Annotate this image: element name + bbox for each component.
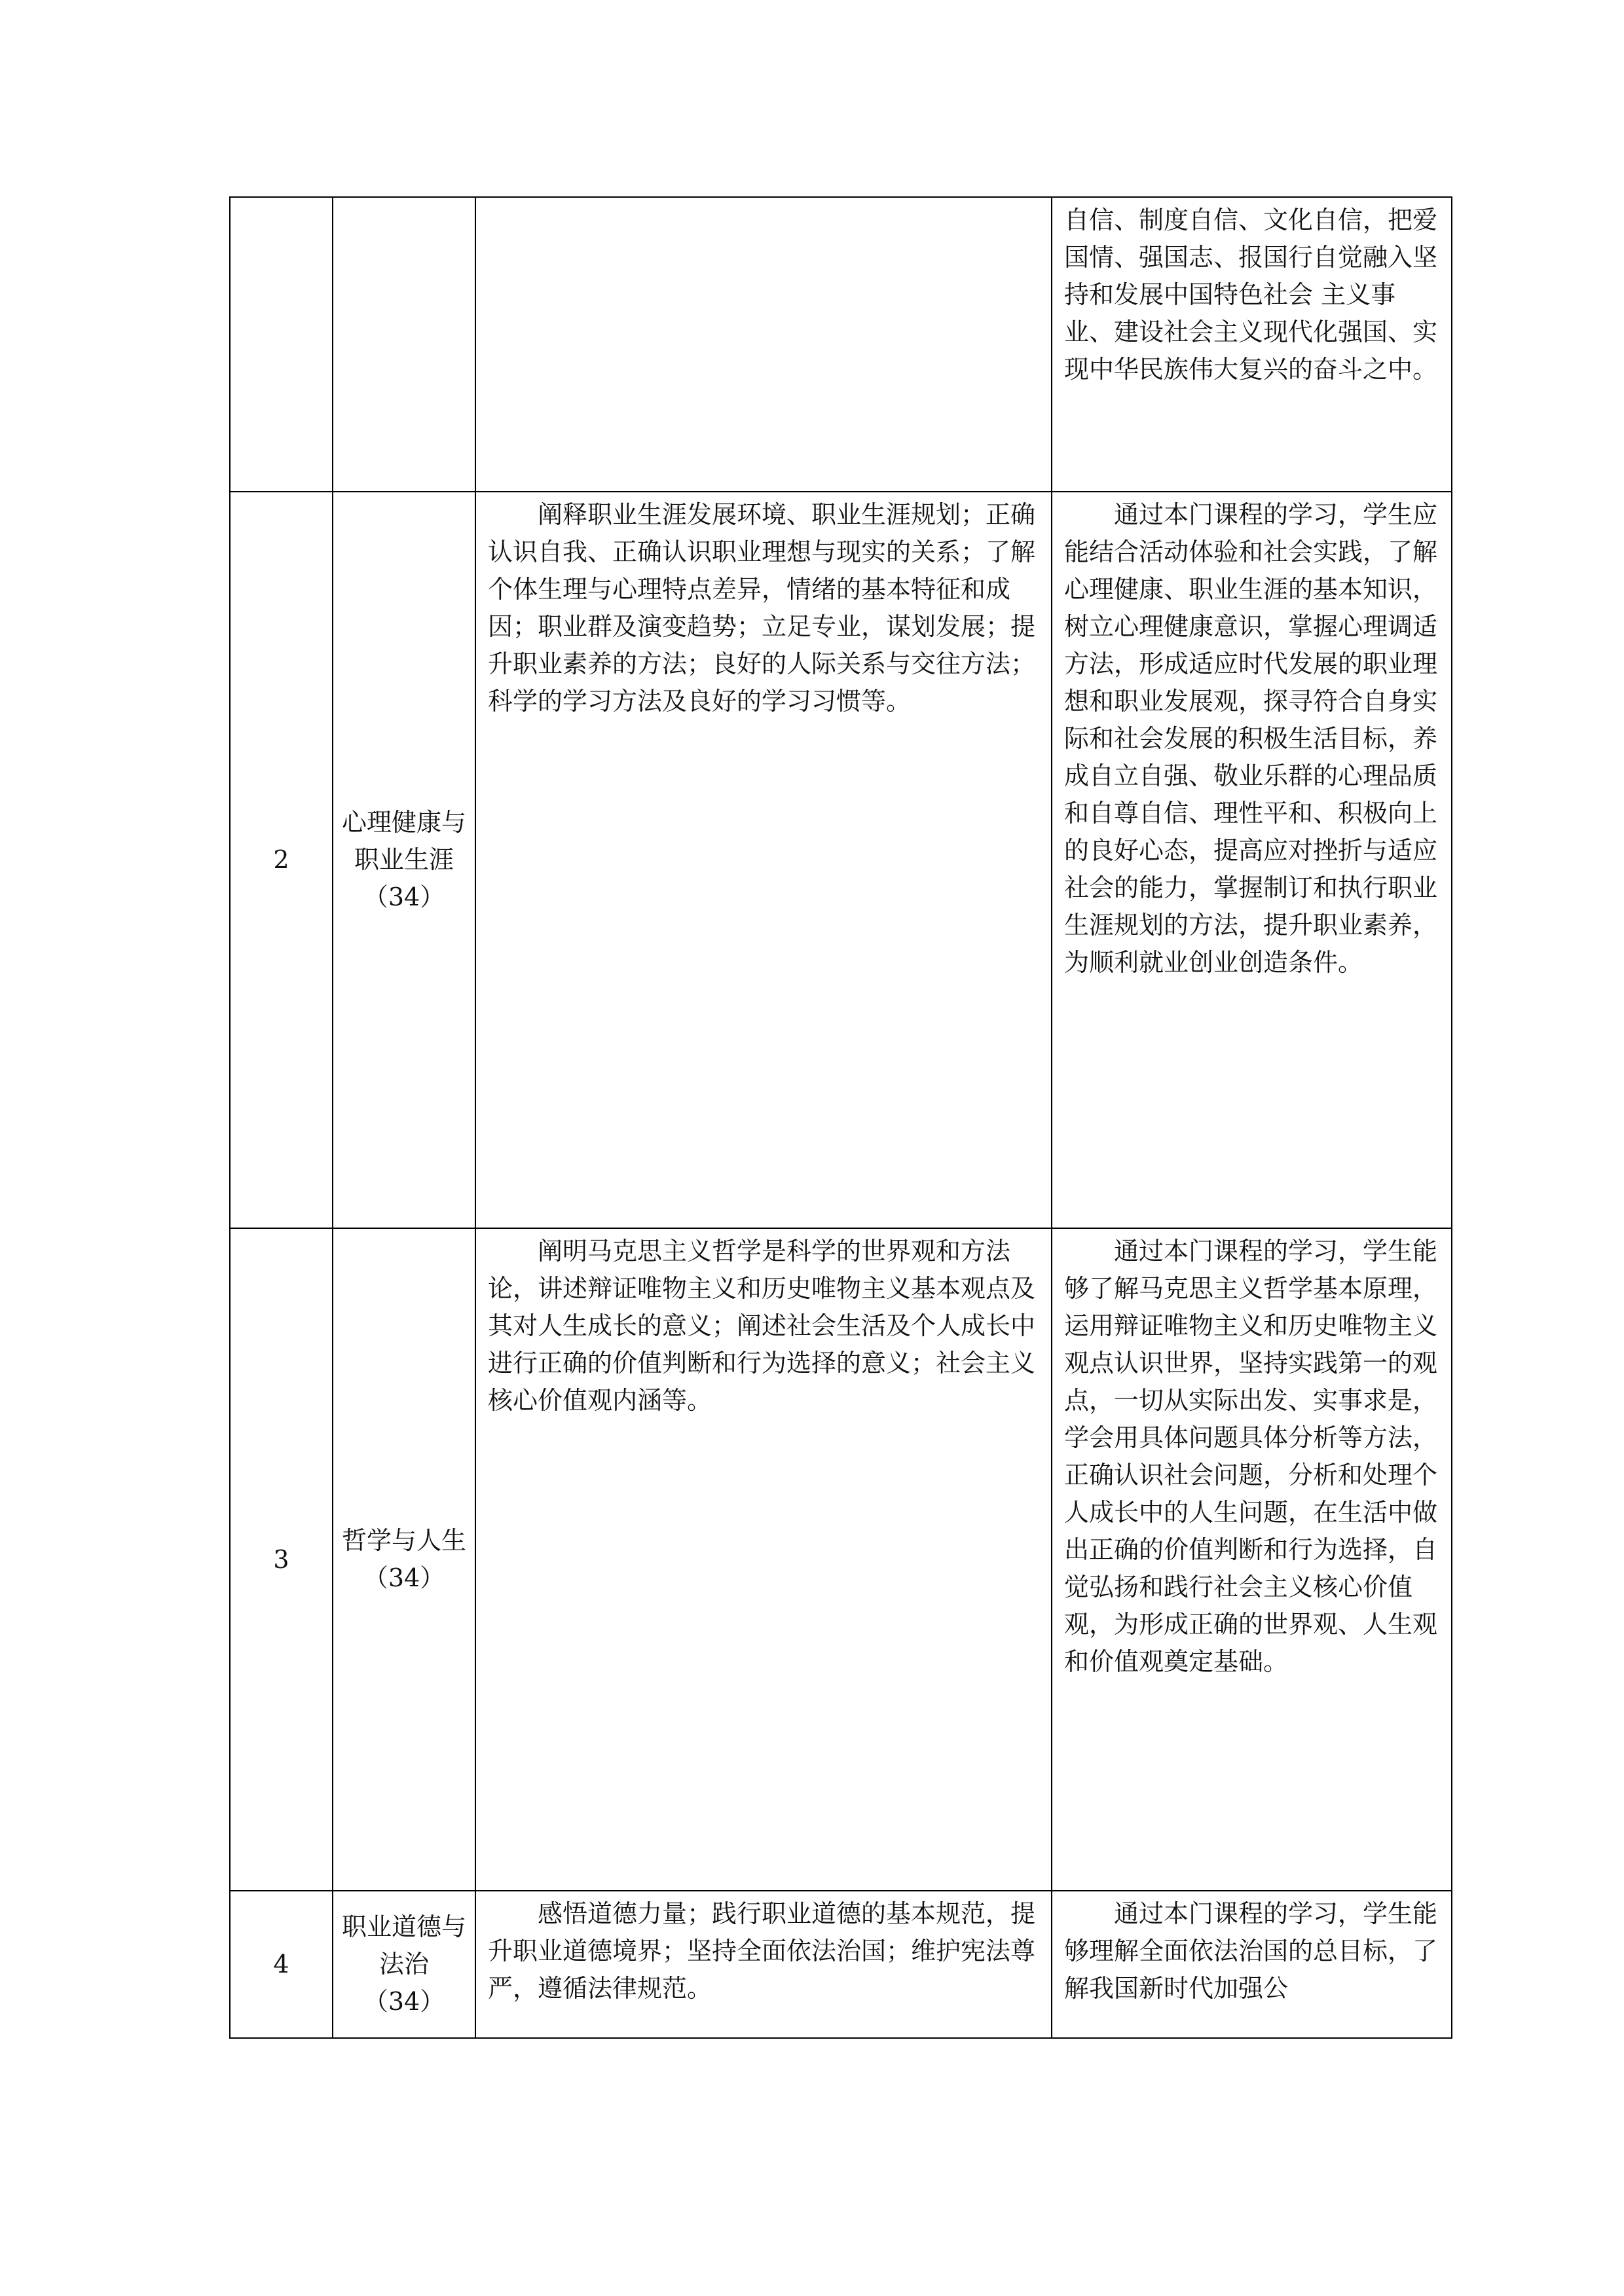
row-number-cell [230, 1891, 333, 2038]
course-goals-cell [1052, 197, 1452, 492]
course-name-cell [333, 1228, 475, 1891]
course-goals: 通过本门课程的学习，学生应能结合活动体验和社会实践，了解心理健康、职业生涯的基本知识，树立心理健康意识，掌握心理调适方法，形成适应时代发展的职业理想和职业发展观，探寻符合自身实际和社会发展的积极生活目标，养成自立自强、敬业乐群的心理品质和自尊自信、理性平和、积极向上的良好心态，提高应对挫折与适应社会的能力，掌握制订和执行职业生涯规划的方法，提升职业素养，为顺利就业创业创造条件。 [1064, 500, 1438, 977]
course-goals: 通过本门课程的学习，学生能够了解马克思主义哲学基本原理，运用辩证唯物主义和历史唯物主义观点认识世界，坚持实践第一的观点，一切从实际出发、实事求是，学会用具体问题具体分析等方法，正确认识社会问题，分析和处理个人成长中的人生问题，在生活中做出正确的价值判断和行为选择，自觉弘扬和践行社会主义核心价值观，为形成正确的世界观、人生观和价值观奠定基础。 [1064, 1237, 1438, 1676]
course-goals: 通过本门课程的学习，学生能够理解全面依法治国的总目标，了解我国新时代加强公 [1064, 1899, 1438, 2003]
course-content-cell [475, 492, 1052, 1228]
table-row [230, 1891, 1452, 2038]
course-name: 职业道德与法治 [341, 1912, 466, 1978]
row-number: 2 [273, 845, 289, 874]
course-hours: （34） [363, 883, 445, 911]
course-goals-cell [1052, 1228, 1452, 1891]
row-number-cell [230, 197, 333, 492]
course-name-cell [333, 492, 475, 1228]
course-goals: 自信、制度自信、文化自信，把爱国情、强国志、报国行自觉融入坚持和发展中国特色社会 主义事业、建设社会主义现代化强国、实现中华民族伟大复兴的奋斗之中。 [1064, 206, 1438, 384]
course-content-cell [475, 197, 1052, 492]
course-name-cell [333, 1891, 475, 2038]
course-goals-cell [1052, 1891, 1452, 2038]
table-row [230, 1228, 1452, 1891]
course-content: 阐释职业生涯发展环境、职业生涯规划；正确认识自我、正确认识职业理想与现实的关系；了解个体生理与心理特点差异，情绪的基本特征和成因；职业群及演变趋势；立足专业，谋划发展；提升职业素养的方法；良好的人际关系与交往方法；科学的学习方法及良好的学习习惯等。 [488, 500, 1036, 716]
table-row [230, 197, 1452, 492]
table-row [230, 492, 1452, 1228]
course-goals-cell [1052, 492, 1452, 1228]
course-content: 阐明马克思主义哲学是科学的世界观和方法论，讲述辩证唯物主义和历史唯物主义基本观点及其对人生成长的意义；阐述社会生活及个人成长中进行正确的价值判断和行为选择的意义；社会主义核心价值观内涵等。 [488, 1237, 1036, 1415]
course-name-cell [333, 197, 475, 492]
course-hours: （34） [363, 1563, 445, 1592]
row-number-cell [230, 1228, 333, 1891]
row-number: 4 [273, 1950, 289, 1978]
row-number: 3 [273, 1544, 289, 1574]
course-name: 心理健康与职业生涯 [341, 808, 466, 874]
course-content-cell [475, 1228, 1052, 1891]
course-content-cell [475, 1891, 1052, 2038]
course-table [229, 196, 1452, 2039]
course-hours: （34） [363, 1987, 445, 2016]
course-content: 感悟道德力量；践行职业道德的基本规范，提升职业道德境界；坚持全面依法治国；维护宪法尊严，遵循法律规范。 [488, 1899, 1036, 2003]
course-name: 哲学与人生 [341, 1526, 466, 1555]
row-number-cell [230, 492, 333, 1228]
